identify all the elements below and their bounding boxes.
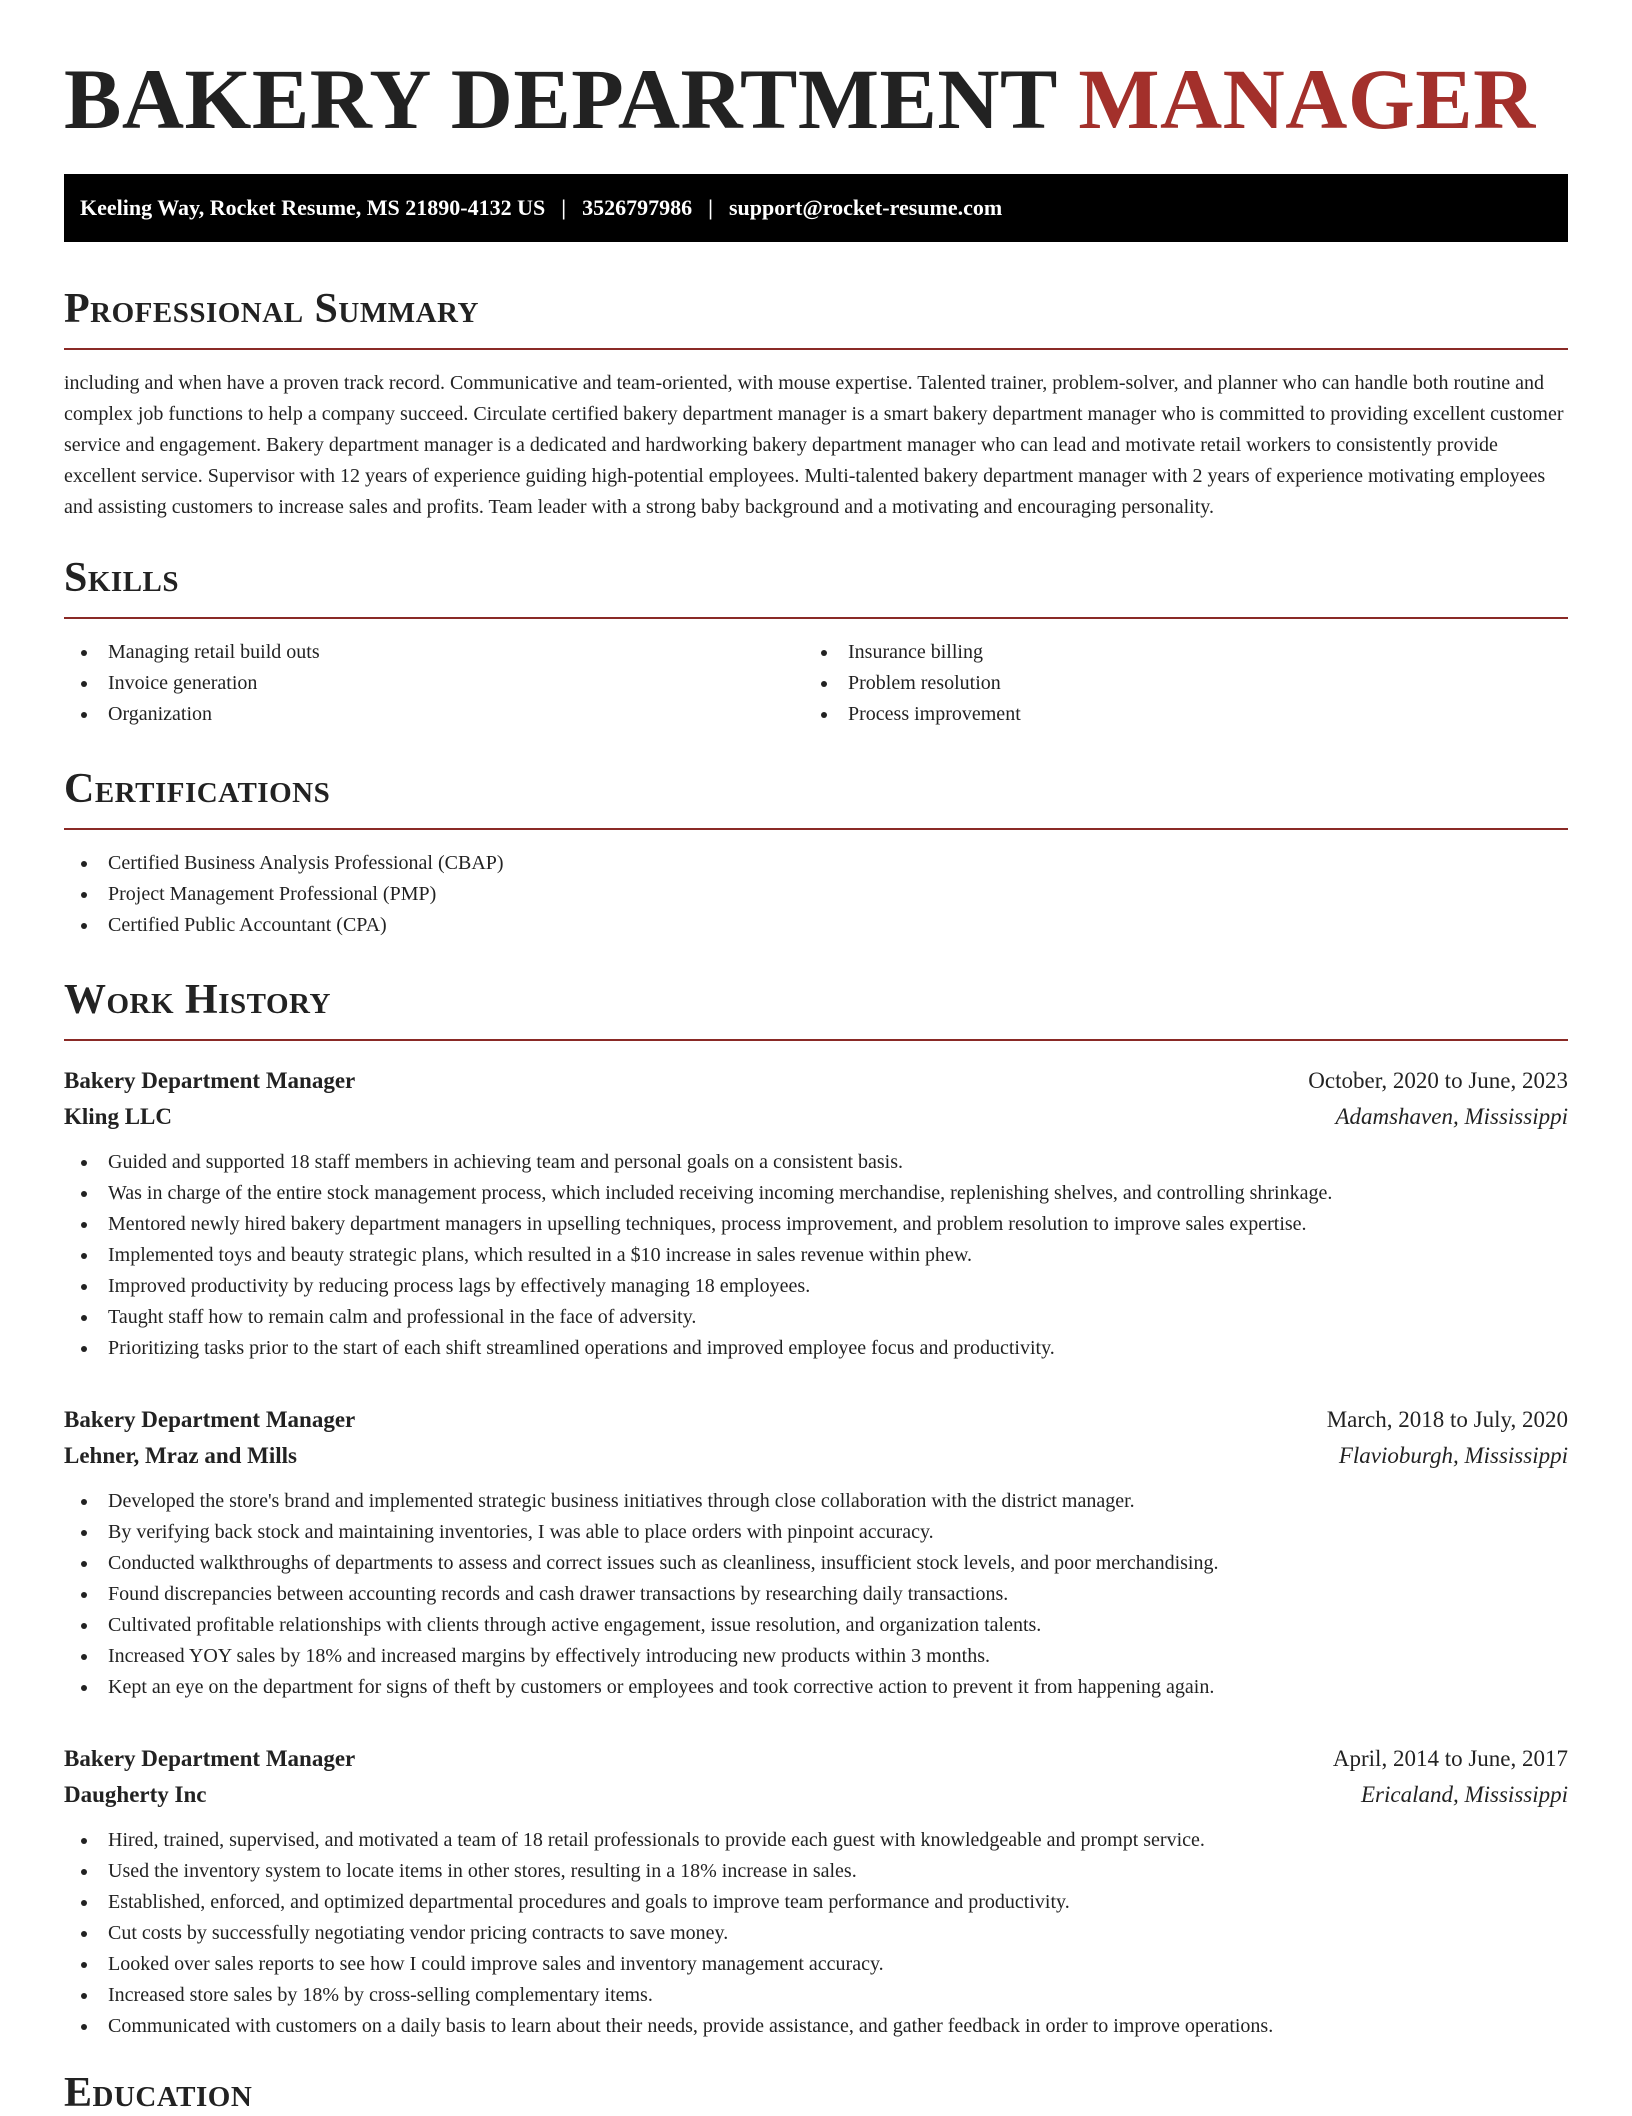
job-bullet: Established, enforced, and optimized departmental procedures and goals to improve team performance and productivity. <box>64 1887 1568 1918</box>
job-location: Adamshaven, Mississippi <box>1335 1104 1568 1129</box>
job-entry <box>64 1063 1568 1364</box>
summary-section <box>64 288 1568 523</box>
job-company: Daugherty Inc <box>64 1782 207 1807</box>
work-history-section <box>64 979 1568 2042</box>
title-main: BAKERY DEPARTMENT <box>64 51 1057 147</box>
job-bullet: Used the inventory system to locate items in other stores, resulting in a 18% increase in sales. <box>64 1856 1568 1887</box>
contact-separator: | <box>708 195 713 220</box>
summary-text: including and when have a proven track record. Communicative and team-oriented, with mouse expertise. Talented trainer, problem-solver, and planner who can handle both routine and complex job functions to help a company succeed. Circulate certified bakery department manager is a smart bakery department manager who is committed to providing excellent customer service and engagement. Bakery department manager is a dedicated and hardworking bakery department manager who can lead and motivate retail workers to consistently provide excellent service. Supervisor with 12 years of experience guiding high-potential employees. Multi-talented bakery department manager with 2 years of experience motivating employees and assisting customers to increase sales and profits. Team leader with a strong baby background and a motivating and encouraging personality. <box>64 372 1564 518</box>
certifications-heading: Certifications <box>64 766 331 812</box>
education-section <box>64 2072 1568 2114</box>
job-bullets <box>64 1147 1568 1364</box>
work-history-heading: Work History <box>64 977 331 1023</box>
job-dates: March, 2018 to July, 2020 <box>1326 1407 1568 1432</box>
skill-item: Managing retail build outs <box>64 637 804 668</box>
job-company-row <box>64 1099 1568 1135</box>
job-entry <box>64 1402 1568 1703</box>
skills-grid <box>64 637 1568 730</box>
job-bullets <box>64 1825 1568 2042</box>
certification-item: Project Management Professional (PMP) <box>64 879 1568 910</box>
section-divider <box>64 1039 1568 1041</box>
job-title: Bakery Department Manager <box>64 1746 356 1771</box>
job-bullet: Prioritizing tasks prior to the start of each shift streamlined operations and improved employee focus and productivity. <box>64 1333 1568 1364</box>
job-bullet: Developed the store's brand and implemented strategic business initiatives through close collaboration with the district manager. <box>64 1486 1568 1517</box>
section-divider <box>64 348 1568 350</box>
job-bullets <box>64 1486 1568 1703</box>
skill-item: Invoice generation <box>64 668 804 699</box>
job-location: Flavioburgh, Mississippi <box>1338 1443 1568 1468</box>
job-company: Lehner, Mraz and Mills <box>64 1443 297 1468</box>
job-title: Bakery Department Manager <box>64 1068 356 1093</box>
education-heading: Education <box>64 2070 253 2116</box>
job-company-row <box>64 1777 1568 1813</box>
skill-item: Problem resolution <box>804 668 1544 699</box>
job-bullet: Implemented toys and beauty strategic plans, which resulted in a $10 increase in sales revenue within phew. <box>64 1240 1568 1271</box>
skill-item: Organization <box>64 699 804 730</box>
job-bullet: Communicated with customers on a daily basis to learn about their needs, provide assistance, and gather feedback in order to improve operations. <box>64 2011 1568 2042</box>
job-bullet: Was in charge of the entire stock management process, which included receiving incoming merchandise, replenishing shelves, and controlling shrinkage. <box>64 1178 1568 1209</box>
job-header-row <box>64 1741 1568 1777</box>
skills-heading: Skills <box>64 555 180 601</box>
job-bullet: Increased store sales by 18% by cross-selling complementary items. <box>64 1980 1568 2011</box>
job-bullet: Kept an eye on the department for signs of theft by customers or employees and took corrective action to prevent it from happening again. <box>64 1672 1568 1703</box>
job-company: Kling LLC <box>64 1104 173 1129</box>
job-bullet: Cut costs by successfully negotiating vendor pricing contracts to save money. <box>64 1918 1568 1949</box>
job-bullet: Mentored newly hired bakery department managers in upselling techniques, process improvement, and problem resolution to improve sales expertise. <box>64 1209 1568 1240</box>
job-bullet: Taught staff how to remain calm and professional in the face of adversity. <box>64 1302 1568 1333</box>
job-dates: April, 2014 to June, 2017 <box>1332 1746 1568 1771</box>
page-title <box>64 0 1568 147</box>
skills-section <box>64 557 1568 730</box>
job-bullet: Cultivated profitable relationships with clients through active engagement, issue resolution, and organization talents. <box>64 1610 1568 1641</box>
contact-phone: 3526797986 <box>582 195 693 220</box>
job-entry <box>64 1741 1568 2042</box>
skill-item: Insurance billing <box>804 637 1544 668</box>
skill-item: Process improvement <box>804 699 1544 730</box>
section-divider <box>64 828 1568 830</box>
certification-item: Certified Public Accountant (CPA) <box>64 910 1568 941</box>
contact-email: support@rocket-resume.com <box>728 195 1003 220</box>
job-bullet: Increased YOY sales by 18% and increased margins by effectively introducing new products within 3 months. <box>64 1641 1568 1672</box>
contact-separator: | <box>561 195 567 220</box>
summary-heading: Professional Summary <box>64 286 479 332</box>
contact-bar <box>64 174 1568 242</box>
contact-address: Keeling Way, Rocket Resume, MS 21890-4132 US <box>80 195 546 220</box>
job-bullet: Conducted walkthroughs of departments to assess and correct issues such as cleanliness, insufficient stock levels, and poor merchandising. <box>64 1548 1568 1579</box>
certification-item: Certified Business Analysis Professional (CBAP) <box>64 848 1568 879</box>
job-header-row <box>64 1402 1568 1438</box>
job-title: Bakery Department Manager <box>64 1407 356 1432</box>
job-location: Ericaland, Mississippi <box>1360 1782 1568 1807</box>
job-bullet: Guided and supported 18 staff members in achieving team and personal goals on a consistent basis. <box>64 1147 1568 1178</box>
job-bullet: By verifying back stock and maintaining inventories, I was able to place orders with pinpoint accuracy. <box>64 1517 1568 1548</box>
title-accent: MANAGER <box>1078 51 1536 147</box>
job-bullet: Found discrepancies between accounting records and cash drawer transactions by researching daily transactions. <box>64 1579 1568 1610</box>
job-header-row <box>64 1063 1568 1099</box>
certifications-section <box>64 768 1568 941</box>
job-company-row <box>64 1438 1568 1474</box>
job-bullet: Hired, trained, supervised, and motivated a team of 18 retail professionals to provide each guest with knowledgeable and prompt service. <box>64 1825 1568 1856</box>
skills-list-left <box>64 637 804 730</box>
job-bullet: Looked over sales reports to see how I could improve sales and inventory management accuracy. <box>64 1949 1568 1980</box>
job-bullet: Improved productivity by reducing process lags by effectively managing 18 employees. <box>64 1271 1568 1302</box>
job-dates: October, 2020 to June, 2023 <box>1308 1068 1568 1093</box>
skills-list-right <box>804 637 1544 730</box>
certifications-list <box>64 848 1568 941</box>
section-divider <box>64 617 1568 619</box>
